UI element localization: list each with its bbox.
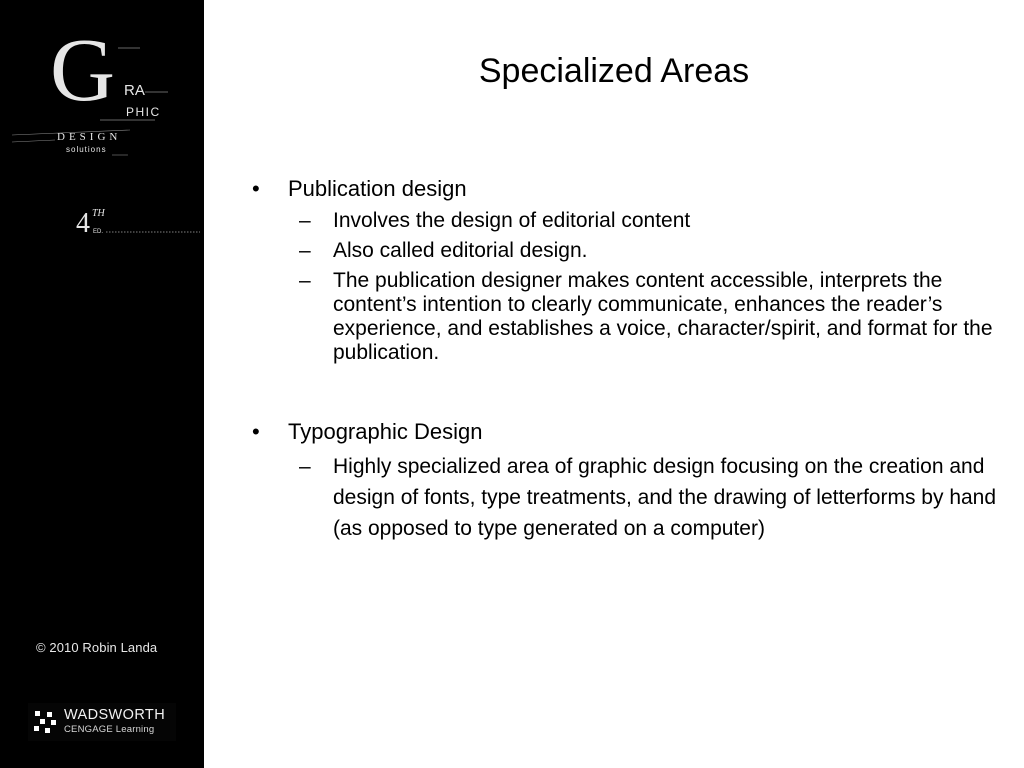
sub-bullet-text: The publication designer makes content accessible, interprets the content’s intention to clearly communicate, enhances the reader’s experience, and establishes a voice, character/spirit, and format for the publication. [333, 269, 993, 364]
dash-glyph: – [299, 239, 311, 262]
logo-solutions-text: solutions [66, 145, 107, 154]
sub-bullet-text: Involves the design of editorial content [333, 209, 691, 232]
logo-edition-ed: ED. [93, 229, 104, 235]
bullet-text: Publication design [288, 176, 467, 201]
sub-bullet-item [252, 269, 1002, 365]
publisher-logo [28, 703, 176, 741]
sub-bullet-item [252, 209, 1002, 233]
copyright-text: © 2010 Robin Landa [36, 640, 158, 655]
sub-bullet-item [252, 239, 1002, 263]
publisher-subtitle: CENGAGE Learning [64, 724, 155, 735]
logo-ra-text: RA [124, 82, 145, 99]
bullet-publication-design [252, 174, 1002, 365]
bullet-typographic-design [252, 417, 1002, 544]
logo-design-text: DESIGN [57, 131, 122, 143]
graphic-design-solutions-logo [0, 0, 204, 260]
bullet-item [252, 417, 1002, 446]
logo-g-letter: G [50, 21, 115, 120]
dash-glyph: – [299, 269, 311, 292]
sub-bullet-text: Also called editorial design. [333, 239, 588, 262]
bullet-item [252, 174, 1002, 203]
sub-bullet-item [252, 451, 1002, 544]
dash-glyph: – [299, 209, 311, 232]
bullet-text: Typographic Design [288, 419, 483, 444]
sidebar [0, 0, 204, 768]
dash-glyph: – [299, 455, 311, 478]
bullet-glyph: • [252, 176, 260, 201]
logo-edition-number: 4 [76, 208, 90, 239]
cengage-star-icon [31, 708, 59, 736]
sub-bullet-text: Highly specialized area of graphic design focusing on the creation and design of fonts, type treatments, and the drawing of letterforms by hand (as opposed to type generated on a computer) [333, 455, 997, 540]
logo-edition-suffix: TH [92, 208, 105, 219]
slide-content [252, 174, 1002, 544]
logo-phic-text: PHIC [126, 105, 161, 119]
publisher-name: WADSWORTH [64, 707, 166, 723]
bullet-glyph: • [252, 419, 260, 444]
slide-title: Specialized Areas [478, 52, 750, 90]
